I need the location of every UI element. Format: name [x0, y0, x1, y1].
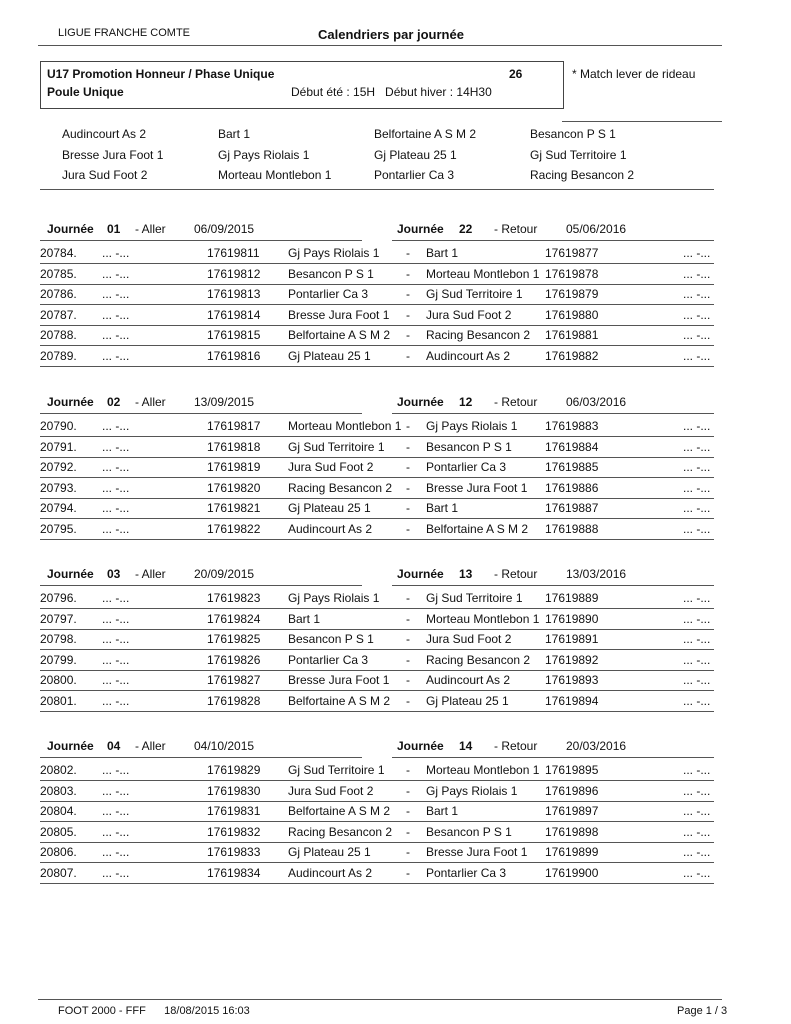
versus-dash: -: [406, 439, 410, 454]
aller-score: ... -...: [102, 419, 130, 433]
retour-score: ... -...: [683, 328, 711, 343]
retour-label: - Retour: [494, 222, 538, 236]
versus-dash: -: [406, 804, 410, 819]
versus-dash: -: [406, 419, 410, 433]
away-team: Besancon P S 1: [426, 824, 512, 839]
match-row-divider: [40, 457, 714, 458]
away-team: Morteau Montlebon 1: [426, 611, 540, 626]
aller-round-number: 01: [107, 222, 121, 236]
retour-match-id: 17619899: [545, 845, 599, 860]
round-header-divider: [392, 413, 714, 414]
match-row-divider: [40, 345, 714, 346]
versus-dash: -: [406, 287, 410, 302]
home-team: Gj Sud Territoire 1: [288, 763, 385, 777]
retour-score: ... -...: [683, 673, 711, 688]
match-number: 20797.: [40, 611, 77, 626]
match-row-divider: [40, 649, 714, 650]
retour-score: ... -...: [683, 591, 711, 605]
retour-match-id: 17619900: [545, 866, 599, 880]
away-team: Pontarlier Ca 3: [426, 866, 507, 880]
round-label: Journée: [397, 567, 444, 581]
competition-number: 26: [509, 67, 523, 81]
team-name: Besancon P S 1: [530, 127, 616, 141]
aller-match-id: 17619824: [207, 611, 261, 626]
home-team: Belfortaine A S M 2: [288, 694, 391, 708]
retour-match-id: 17619885: [545, 460, 599, 475]
round-header-divider: [40, 240, 362, 241]
aller-score: ... -...: [102, 591, 130, 605]
team-name: Gj Pays Riolais 1: [218, 147, 310, 162]
match-number: 20807.: [40, 866, 77, 880]
away-team: Audincourt As 2: [426, 673, 511, 688]
match-number: 20805.: [40, 824, 77, 839]
aller-score: ... -...: [102, 328, 130, 343]
match-row-divider: [40, 304, 714, 305]
aller-score: ... -...: [102, 824, 130, 839]
away-team: Pontarlier Ca 3: [426, 460, 507, 475]
aller-round-number: 02: [107, 395, 121, 409]
retour-score: ... -...: [683, 419, 711, 433]
versus-dash: -: [406, 763, 410, 777]
retour-date: 20/03/2016: [566, 739, 627, 753]
home-team: Gj Plateau 25 1: [288, 845, 371, 860]
home-team: Besancon P S 1: [288, 266, 374, 281]
round-header-divider: [40, 757, 362, 758]
retour-score: ... -...: [683, 652, 711, 667]
start-times: Début été : 15H Début hiver : 14H30: [291, 85, 492, 99]
aller-match-id: 17619816: [207, 349, 261, 363]
match-number: 20788.: [40, 328, 77, 343]
aller-label: - Aller: [135, 567, 166, 581]
home-team: Bresse Jura Foot 1: [288, 307, 390, 322]
match-row-divider: [40, 711, 714, 712]
match-row-divider: [40, 801, 714, 802]
retour-score: ... -...: [683, 266, 711, 281]
retour-round-number: 22: [459, 222, 473, 236]
home-team: Besancon P S 1: [288, 632, 374, 647]
aller-score: ... -...: [102, 480, 130, 495]
away-team: Gj Sud Territoire 1: [426, 287, 523, 302]
page-title: Calendriers par journée: [318, 27, 464, 42]
home-team: Racing Besancon 2: [288, 824, 393, 839]
aller-match-id: 17619815: [207, 328, 261, 343]
home-team: Gj Plateau 25 1: [288, 349, 371, 363]
match-row-divider: [40, 883, 714, 884]
home-team: Audincourt As 2: [288, 866, 373, 880]
aller-match-id: 17619829: [207, 763, 261, 777]
home-team: Belfortaine A S M 2: [288, 804, 391, 819]
away-team: Gj Pays Riolais 1: [426, 783, 518, 798]
aller-match-id: 17619819: [207, 460, 261, 475]
retour-match-id: 17619888: [545, 522, 599, 536]
aller-score: ... -...: [102, 804, 130, 819]
away-team: Gj Sud Territoire 1: [426, 591, 523, 605]
retour-round-number: 12: [459, 395, 473, 409]
footer-divider: [38, 999, 722, 1000]
round-label: Journée: [397, 222, 444, 236]
home-team: Audincourt As 2: [288, 522, 373, 536]
aller-round-number: 03: [107, 567, 121, 581]
match-number: 20806.: [40, 845, 77, 860]
match-row-divider: [40, 842, 714, 843]
match-number: 20786.: [40, 287, 77, 302]
retour-date: 05/06/2016: [566, 222, 627, 236]
match-number: 20794.: [40, 501, 77, 516]
aller-match-id: 17619814: [207, 307, 261, 322]
competition-name: U17 Promotion Honneur / Phase Unique: [47, 67, 275, 81]
retour-score: ... -...: [683, 824, 711, 839]
aller-score: ... -...: [102, 866, 130, 880]
match-number: 20798.: [40, 632, 77, 647]
retour-date: 06/03/2016: [566, 395, 627, 409]
away-team: Morteau Montlebon 1: [426, 266, 540, 281]
away-team: Bart 1: [426, 501, 459, 516]
aller-score: ... -...: [102, 632, 130, 647]
aller-score: ... -...: [102, 460, 130, 475]
aller-date: 20/09/2015: [194, 567, 255, 581]
retour-match-id: 17619889: [545, 591, 599, 605]
retour-label: - Retour: [494, 567, 538, 581]
aller-match-id: 17619821: [207, 501, 261, 516]
retour-match-id: 17619887: [545, 501, 599, 516]
aller-match-id: 17619832: [207, 824, 261, 839]
versus-dash: -: [406, 480, 410, 495]
retour-score: ... -...: [683, 501, 711, 516]
retour-match-id: 17619881: [545, 328, 599, 343]
aller-score: ... -...: [102, 246, 130, 260]
match-row-divider: [40, 780, 714, 781]
home-team: Pontarlier Ca 3: [288, 287, 369, 302]
aller-score: ... -...: [102, 783, 130, 798]
retour-match-id: 17619897: [545, 804, 599, 819]
round-label: Journée: [397, 395, 444, 409]
round-header-divider: [40, 585, 362, 586]
retour-score: ... -...: [683, 632, 711, 647]
home-team: Bart 1: [288, 611, 321, 626]
versus-dash: -: [406, 652, 410, 667]
aller-date: 06/09/2015: [194, 222, 255, 236]
retour-match-id: 17619877: [545, 246, 599, 260]
retour-match-id: 17619893: [545, 673, 599, 688]
versus-dash: -: [406, 591, 410, 605]
versus-dash: -: [406, 632, 410, 647]
home-team: Bresse Jura Foot 1: [288, 673, 390, 688]
team-name: Pontarlier Ca 3: [374, 168, 455, 182]
aller-round-number: 04: [107, 739, 121, 753]
retour-score: ... -...: [683, 287, 711, 302]
team-name: Audincourt As 2: [62, 127, 147, 141]
home-team: Jura Sud Foot 2: [288, 783, 374, 798]
retour-round-number: 13: [459, 567, 473, 581]
match-number: 20803.: [40, 783, 77, 798]
retour-score: ... -...: [683, 804, 711, 819]
team-name: Bresse Jura Foot 1: [62, 147, 164, 162]
away-team: Bart 1: [426, 246, 459, 260]
match-row-divider: [40, 366, 714, 367]
retour-match-id: 17619882: [545, 349, 599, 363]
match-number: 20789.: [40, 349, 77, 363]
aller-score: ... -...: [102, 307, 130, 322]
aller-label: - Aller: [135, 739, 166, 753]
retour-score: ... -...: [683, 763, 711, 777]
match-number: 20787.: [40, 307, 77, 322]
versus-dash: -: [406, 246, 410, 260]
match-number: 20801.: [40, 694, 77, 708]
retour-match-id: 17619886: [545, 480, 599, 495]
aller-match-id: 17619826: [207, 652, 261, 667]
round-label: Journée: [47, 739, 94, 753]
home-team: Racing Besancon 2: [288, 480, 393, 495]
away-team: Morteau Montlebon 1: [426, 763, 540, 777]
round-label: Journée: [47, 567, 94, 581]
retour-match-id: 17619878: [545, 266, 599, 281]
away-team: Bresse Jura Foot 1: [426, 480, 528, 495]
retour-score: ... -...: [683, 349, 711, 363]
team-name: Gj Sud Territoire 1: [530, 147, 627, 162]
aller-score: ... -...: [102, 845, 130, 860]
round-header-divider: [392, 757, 714, 758]
team-list-divider: [40, 189, 714, 190]
retour-score: ... -...: [683, 845, 711, 860]
home-team: Jura Sud Foot 2: [288, 460, 374, 475]
aller-match-id: 17619834: [207, 866, 261, 880]
aller-match-id: 17619823: [207, 591, 261, 605]
team-name: Belfortaine A S M 2: [374, 127, 477, 141]
round-label: Journée: [47, 395, 94, 409]
versus-dash: -: [406, 673, 410, 688]
match-row-divider: [40, 518, 714, 519]
aller-match-id: 17619822: [207, 522, 261, 536]
aller-match-id: 17619825: [207, 632, 261, 647]
round-header-divider: [40, 413, 362, 414]
retour-match-id: 17619883: [545, 419, 599, 433]
versus-dash: -: [406, 694, 410, 708]
aller-score: ... -...: [102, 349, 130, 363]
aller-score: ... -...: [102, 611, 130, 626]
home-team: Gj Pays Riolais 1: [288, 246, 380, 260]
page-number: Page 1 / 3: [677, 1005, 728, 1017]
match-number: 20796.: [40, 591, 77, 605]
match-number: 20791.: [40, 439, 77, 454]
home-team: Gj Pays Riolais 1: [288, 591, 380, 605]
retour-score: ... -...: [683, 866, 711, 880]
aller-match-id: 17619828: [207, 694, 261, 708]
aller-match-id: 17619820: [207, 480, 261, 495]
match-row-divider: [40, 862, 714, 863]
aller-match-id: 17619813: [207, 287, 261, 302]
team-name: Bart 1: [218, 127, 251, 141]
versus-dash: -: [406, 328, 410, 343]
match-number: 20790.: [40, 419, 77, 433]
retour-match-id: 17619890: [545, 611, 599, 626]
match-row-divider: [40, 284, 714, 285]
match-row-divider: [40, 477, 714, 478]
retour-score: ... -...: [683, 783, 711, 798]
match-row-divider: [40, 539, 714, 540]
away-team: Besancon P S 1: [426, 439, 512, 454]
versus-dash: -: [406, 783, 410, 798]
match-number: 20799.: [40, 652, 77, 667]
home-team: Belfortaine A S M 2: [288, 328, 391, 343]
match-row-divider: [40, 670, 714, 671]
footer-source: FOOT 2000 - FFF 18/08/2015 16:03: [58, 1005, 250, 1017]
match-row-divider: [40, 608, 714, 609]
versus-dash: -: [406, 266, 410, 281]
versus-dash: -: [406, 611, 410, 626]
aller-label: - Aller: [135, 395, 166, 409]
aller-score: ... -...: [102, 694, 130, 708]
round-header-divider: [392, 240, 714, 241]
away-team: Racing Besancon 2: [426, 652, 531, 667]
aller-label: - Aller: [135, 222, 166, 236]
versus-dash: -: [406, 824, 410, 839]
retour-label: - Retour: [494, 739, 538, 753]
versus-dash: -: [406, 866, 410, 880]
match-row-divider: [40, 498, 714, 499]
team-name: Racing Besancon 2: [530, 168, 635, 182]
retour-match-id: 17619895: [545, 763, 599, 777]
aller-match-id: 17619811: [207, 246, 260, 260]
versus-dash: -: [406, 307, 410, 322]
away-team: Jura Sud Foot 2: [426, 632, 512, 647]
home-team: Gj Sud Territoire 1: [288, 439, 385, 454]
match-number: 20784.: [40, 246, 77, 260]
aller-match-id: 17619812: [207, 266, 261, 281]
away-team: Bresse Jura Foot 1: [426, 845, 528, 860]
match-note: * Match lever de rideau: [572, 67, 696, 81]
retour-score: ... -...: [683, 611, 711, 626]
aller-date: 13/09/2015: [194, 395, 255, 409]
away-team: Bart 1: [426, 804, 459, 819]
round-label: Journée: [47, 222, 94, 236]
organization-name: LIGUE FRANCHE COMTE: [58, 27, 191, 39]
team-name: Morteau Montlebon 1: [218, 168, 332, 182]
round-header-divider: [392, 585, 714, 586]
retour-match-id: 17619892: [545, 652, 599, 667]
retour-date: 13/03/2016: [566, 567, 627, 581]
group-name: Poule Unique: [47, 85, 124, 99]
aller-match-id: 17619817: [207, 419, 261, 433]
retour-score: ... -...: [683, 307, 711, 322]
retour-round-number: 14: [459, 739, 473, 753]
competition-box: [40, 61, 564, 109]
aller-match-id: 17619818: [207, 439, 261, 454]
retour-match-id: 17619898: [545, 824, 599, 839]
match-number: 20785.: [40, 266, 77, 281]
retour-match-id: 17619894: [545, 694, 599, 708]
match-row-divider: [40, 690, 714, 691]
versus-dash: -: [406, 460, 410, 475]
aller-match-id: 17619827: [207, 673, 261, 688]
match-row-divider: [40, 821, 714, 822]
retour-score: ... -...: [683, 439, 711, 454]
home-team: Morteau Montlebon 1: [288, 419, 402, 433]
aller-date: 04/10/2015: [194, 739, 255, 753]
team-name: Gj Plateau 25 1: [374, 147, 457, 162]
aller-score: ... -...: [102, 439, 130, 454]
versus-dash: -: [406, 522, 410, 536]
retour-score: ... -...: [683, 522, 711, 536]
retour-score: ... -...: [683, 460, 711, 475]
match-number: 20793.: [40, 480, 77, 495]
versus-dash: -: [406, 349, 410, 363]
match-number: 20804.: [40, 804, 77, 819]
retour-score: ... -...: [683, 480, 711, 495]
aller-score: ... -...: [102, 287, 130, 302]
match-row-divider: [40, 436, 714, 437]
aller-match-id: 17619833: [207, 845, 261, 860]
away-team: Gj Plateau 25 1: [426, 694, 509, 708]
aller-score: ... -...: [102, 673, 130, 688]
match-row-divider: [40, 629, 714, 630]
aller-score: ... -...: [102, 522, 130, 536]
away-team: Jura Sud Foot 2: [426, 307, 512, 322]
home-team: Gj Plateau 25 1: [288, 501, 371, 516]
retour-score: ... -...: [683, 246, 711, 260]
aller-score: ... -...: [102, 652, 130, 667]
away-team: Belfortaine A S M 2: [426, 522, 529, 536]
versus-dash: -: [406, 845, 410, 860]
match-number: 20802.: [40, 763, 77, 777]
aller-score: ... -...: [102, 501, 130, 516]
retour-label: - Retour: [494, 395, 538, 409]
aller-score: ... -...: [102, 763, 130, 777]
aller-match-id: 17619831: [207, 804, 261, 819]
round-label: Journée: [397, 739, 444, 753]
versus-dash: -: [406, 501, 410, 516]
header-divider: [38, 45, 722, 46]
aller-match-id: 17619830: [207, 783, 261, 798]
home-team: Pontarlier Ca 3: [288, 652, 369, 667]
match-number: 20795.: [40, 522, 77, 536]
match-number: 20800.: [40, 673, 77, 688]
match-row-divider: [40, 325, 714, 326]
away-team: Racing Besancon 2: [426, 328, 531, 343]
retour-match-id: 17619896: [545, 783, 599, 798]
away-team: Audincourt As 2: [426, 349, 511, 363]
team-name: Jura Sud Foot 2: [62, 168, 148, 182]
match-number: 20792.: [40, 460, 77, 475]
retour-match-id: 17619880: [545, 307, 599, 322]
away-team: Gj Pays Riolais 1: [426, 419, 518, 433]
retour-match-id: 17619884: [545, 439, 599, 454]
aller-score: ... -...: [102, 266, 130, 281]
retour-match-id: 17619879: [545, 287, 599, 302]
note-divider: [562, 121, 722, 122]
retour-match-id: 17619891: [545, 632, 599, 647]
match-row-divider: [40, 263, 714, 264]
retour-score: ... -...: [683, 694, 711, 708]
